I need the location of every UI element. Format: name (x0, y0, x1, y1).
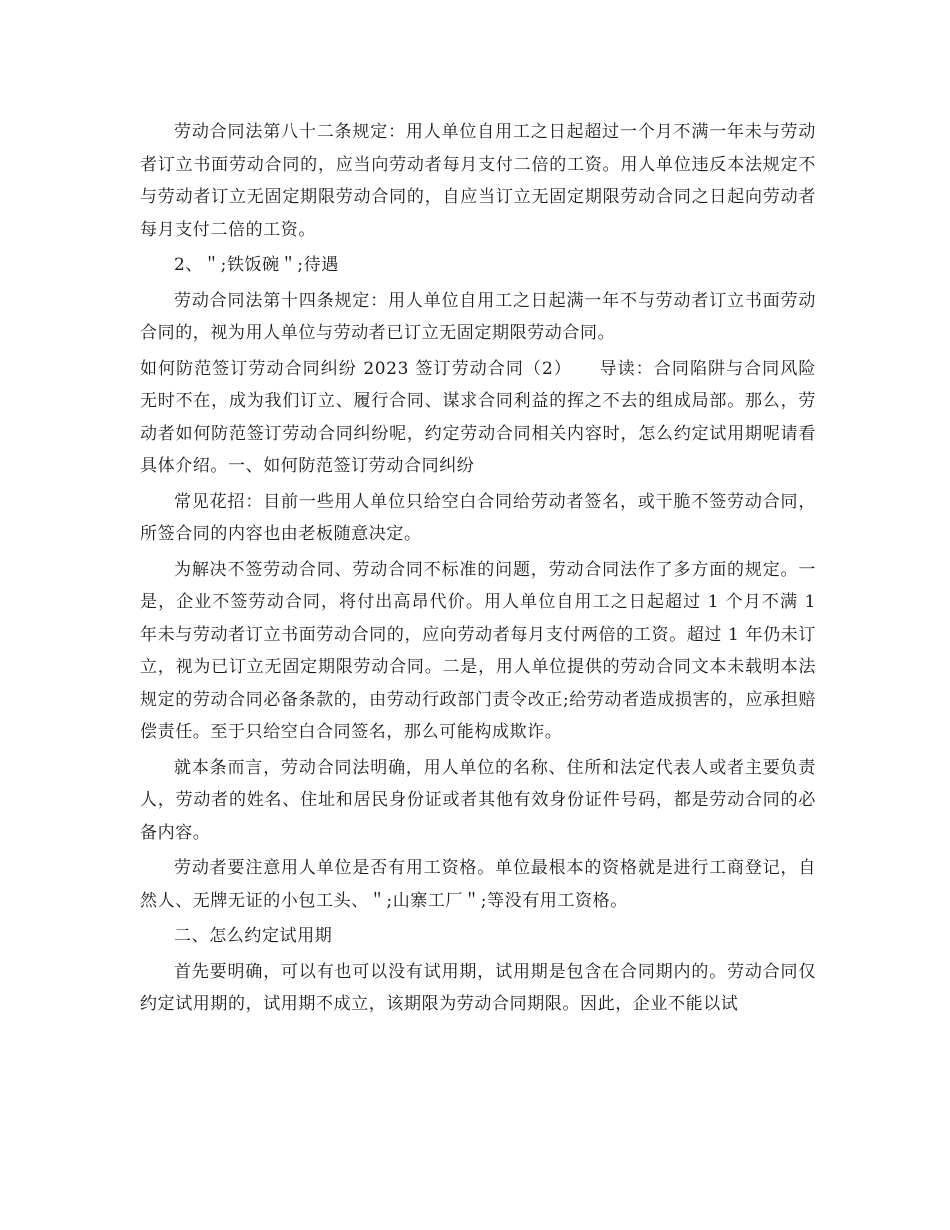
document-body (140, 116, 816, 1024)
heading-iron-rice-bowl: 2、＂;铁饭碗＂;待遇 (174, 255, 339, 275)
heading-probation-period: 二、怎么约定试用期 (174, 926, 333, 946)
paragraph-probation-details: 首先要明确，可以有也可以没有试用期，试用期是包含在合同期内的。劳动合同仅约定试用期的，试用期不成立，该期限为劳动合同期限。因此，企业不能以试 (140, 961, 816, 1014)
paragraph-employer-qualification: 劳动者要注意用人单位是否有用工资格。单位最根本的资格就是进行工商登记，自然人、无牌无证的小包工头、＂;山寨工厂＂;等没有用工资格。 (140, 858, 816, 911)
paragraph-guide-intro: 如何防范签订劳动合同纠纷 2023 签订劳动合同（2） 导读：合同陷阱与合同风险无时不在，成为我们订立、履行合同、谋求合同利益的挥之不去的组成局部。那么，劳动者如何防范签订劳动合同纠纷呢，约定劳动合同相关内容时，怎么约定试用期呢请看具体介绍。一、如何防范签订劳动合同纠纷 (140, 358, 816, 476)
paragraph-article-82: 劳动合同法第八十二条规定：用人单位自用工之日起超过一个月不满一年未与劳动者订立书面劳动合同的，应当向劳动者每月支付二倍的工资。用人单位违反本法规定不与劳动者订立无固定期限劳动合同的，自应当订立无固定期限劳动合同之日起向劳动者每月支付二倍的工资。 (140, 122, 816, 240)
paragraph-article-14: 劳动合同法第十四条规定：用人单位自用工之日起满一年不与劳动者订立书面劳动合同的，视为用人单位与劳动者已订立无固定期限劳动合同。 (140, 290, 816, 343)
paragraph-required-content: 就本条而言，劳动合同法明确，用人单位的名称、住所和法定代表人或者主要负责人，劳动者的姓名、住址和居民身份证或者其他有效身份证件号码，都是劳动合同的必备内容。 (140, 757, 816, 843)
paragraph-solutions: 为解决不签劳动合同、劳动合同不标准的问题，劳动合同法作了多方面的规定。一是，企业不签劳动合同，将付出高昂代价。用人单位自用工之日起超过 1 个月不满 1 年未与劳动者订立书面劳动合同的，应向劳动者每月支付两倍的工资。超过 1 年仍未订立，视为已订立无固定期限劳动合同。二是，用人单位提供的劳动合同文本未载明本法规定的劳动合同必备条款的，由劳动行政部门责令改正;给劳动者造成损害的，应承担赔偿责任。至于只给空白合同签名，那么可能构成欺诈。 (140, 559, 816, 742)
paragraph-common-tricks: 常见花招：目前一些用人单位只给空白合同给劳动者签名，或干脆不签劳动合同，所签合同的内容也由老板随意决定。 (140, 491, 816, 544)
